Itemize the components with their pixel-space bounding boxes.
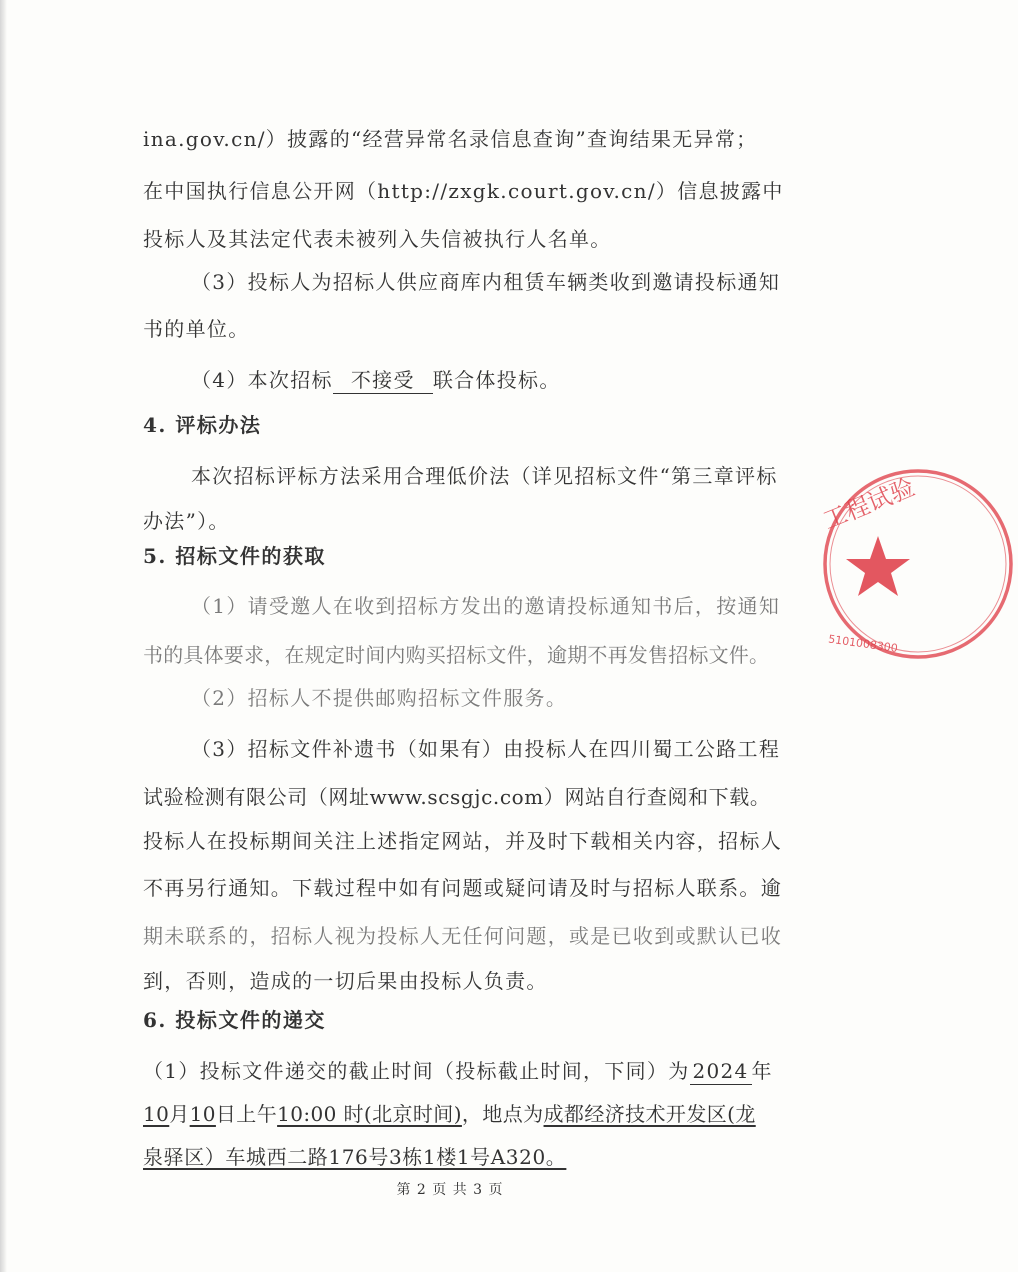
seal-number: 5101008300 xyxy=(827,632,899,656)
body-line: ina.gov.cn/）披露的“经营异常名录信息查询”查询结果无异常； xyxy=(143,127,758,151)
consortium-blank: 不接受 xyxy=(333,367,433,394)
submission-place: 成都经济技术开发区(龙 xyxy=(543,1102,756,1126)
deadline-year-unit: 年 xyxy=(751,1059,773,1083)
deadline-prefix: （1）投标文件递交的截止时间（投标截止时间，下同）为 xyxy=(143,1059,690,1083)
item-3-supplier: （3）投标人为招标人供应商库内租赁车辆类收到邀请投标通知 xyxy=(191,270,781,294)
deadline-time: 10:00 时(北京时间) xyxy=(277,1102,462,1126)
body-line: 投标人在投标期间关注上述指定网站，并及时下载相关内容，招标人 xyxy=(143,829,782,853)
deadline-line-3 xyxy=(143,1143,566,1171)
body-line: 书的单位。 xyxy=(143,317,250,341)
submission-address: 泉驿区）车城西二路176号3栋1楼1号A320。 xyxy=(143,1145,567,1169)
deadline-month: 10 xyxy=(143,1102,170,1126)
item-4-consortium xyxy=(191,366,561,394)
company-seal-stamp xyxy=(818,468,919,664)
deadline-year: 2024 xyxy=(690,1058,752,1085)
month-unit: 月 xyxy=(169,1102,190,1126)
body-line: 期未联系的，招标人视为投标人无任何问题，或是已收到或默认已收 xyxy=(143,924,782,948)
body-line: 不再另行通知。下载过程中如有问题或疑问请及时与招标人联系。逾 xyxy=(143,876,782,900)
page-footer: 第 2 页 共 3 页 xyxy=(396,1182,504,1198)
item-4-suffix: 联合体投标。 xyxy=(432,368,561,392)
body-line: 书的具体要求，在规定时间内购买招标文件，逾期不再发售招标文件。 xyxy=(143,643,770,667)
deadline-line-1 xyxy=(143,1057,773,1085)
body-line: 本次招标评标方法采用合理低价法（详见招标文件“第三章评标 xyxy=(191,464,778,488)
body-line: 试验检测有限公司（网址www.scsgjc.com）网站自行查阅和下载。 xyxy=(143,785,771,809)
seal-text: 工程试验 xyxy=(819,473,919,535)
section-5-heading: 5. 招标文件的获取 xyxy=(143,544,326,568)
section-4-heading: 4. 评标办法 xyxy=(143,413,262,437)
deadline-day: 10 xyxy=(189,1102,216,1126)
day-unit: 日上午 xyxy=(215,1102,278,1126)
body-line: （2）招标人不提供邮购招标文件服务。 xyxy=(191,686,568,710)
body-line: 办法”）。 xyxy=(143,509,230,533)
place-intro: ，地点为 xyxy=(461,1102,544,1126)
body-line: （3）招标文件补遗书（如果有）由投标人在四川蜀工公路工程 xyxy=(191,737,781,761)
body-line: 到，否则，造成的一切后果由投标人负责。 xyxy=(143,969,548,993)
body-line: 投标人及其法定代表未被列入失信被执行人名单。 xyxy=(143,227,612,251)
section-6-heading: 6. 投标文件的递交 xyxy=(143,1008,326,1032)
body-line: 在中国执行信息公开网（http://zxgk.court.gov.cn/）信息披露中 xyxy=(143,179,784,203)
item-4-prefix: （4）本次招标 xyxy=(191,368,333,392)
body-line: （1）请受邀人在收到招标方发出的邀请投标通知书后，按通知 xyxy=(191,594,781,618)
deadline-line-2 xyxy=(143,1100,756,1128)
